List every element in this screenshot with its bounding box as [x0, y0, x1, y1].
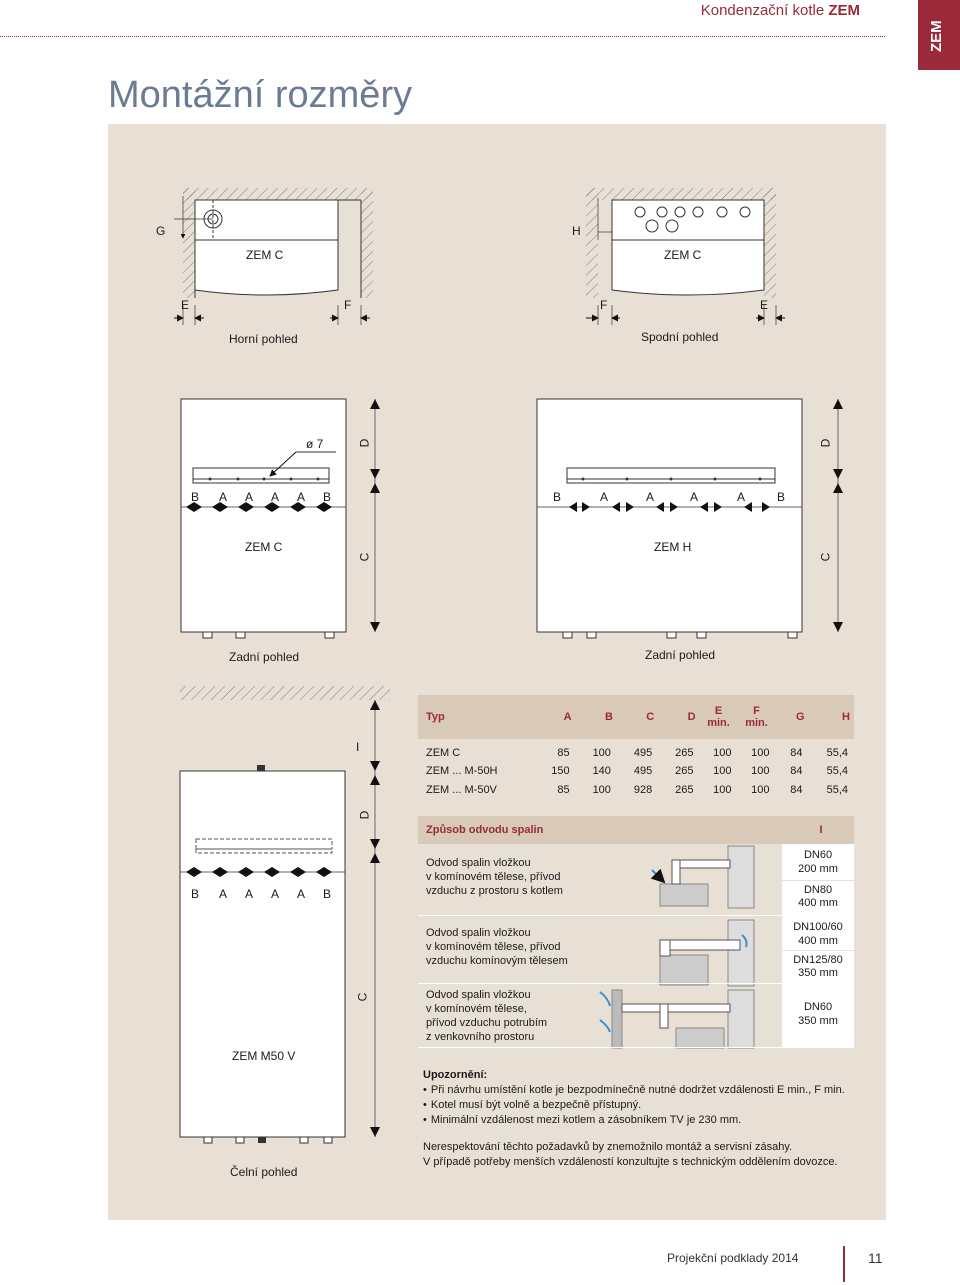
dim-label-e-bottom: E — [760, 298, 769, 312]
list-item: • Minimální vzdálenost mezi kotlem a zásobníkem TV je 230 mm. — [423, 1113, 845, 1128]
dim-label-h: H — [572, 224, 581, 238]
caption-top-view: Horní pohled — [229, 332, 298, 346]
dim-label-d-rear1: D — [357, 438, 372, 448]
unit-label-front: ZEM M50 V — [232, 1049, 296, 1063]
dim-label-d-rear2: D — [818, 438, 833, 448]
dim-label-a12: A — [297, 887, 306, 901]
notice-block — [423, 1068, 845, 1128]
dim-label-a10: A — [245, 887, 254, 901]
footer-text: Projekční podklady 2014 — [667, 1251, 799, 1265]
unit-label-bottom: ZEM C — [664, 248, 702, 262]
dim-label-g: G — [156, 224, 166, 238]
rear-view-right-drawing — [537, 399, 843, 638]
col-f-min: F min. — [738, 695, 776, 739]
dim-label-b5: B — [191, 887, 200, 901]
dim-label-b1: B — [191, 490, 200, 504]
flue-row-3-values: DN60 350 mm — [782, 984, 854, 1047]
page-title: Montážní rozměry — [108, 74, 413, 116]
flue-row-1-values: DN60 200 mm DN80 400 mm — [782, 844, 854, 915]
col-c: C — [617, 695, 658, 739]
dimension-table — [418, 695, 854, 799]
dimension-table-header — [418, 695, 854, 739]
footer-rule — [843, 1246, 845, 1282]
dim-label-f-top: F — [344, 298, 352, 312]
rear-view-left-drawing — [181, 399, 380, 638]
dim-label-i: I — [356, 740, 360, 754]
col-g: G — [776, 695, 809, 739]
dim-label-b6: B — [323, 887, 332, 901]
flue-row-3-desc: Odvod spalin vložkou v komínovém tělese, přívod vzduchu potrubím z venkovního prostoru — [426, 989, 548, 1043]
dim-label-a9: A — [219, 887, 228, 901]
dim-label-a7: A — [690, 490, 699, 504]
dim-label-a5: A — [600, 490, 609, 504]
dim-label-b4: B — [777, 490, 786, 504]
flue-row-1-desc: Odvod spalin vložkou v komínovém tělese, přívod vzduchu z prostoru s kotlem — [426, 857, 563, 897]
flue-table-header — [418, 816, 854, 844]
dim-label-d-front: D — [357, 810, 372, 820]
dim-label-c-rear1: C — [357, 552, 372, 562]
side-tab: ZEM — [918, 0, 960, 70]
dim-label-c-rear2: C — [818, 552, 833, 562]
col-a: A — [534, 695, 575, 739]
list-item: • Při návrhu umístění kotle je bezpodmínečně nutné dodržet vzdálenosti E min., F min. — [423, 1083, 845, 1098]
unit-label-rear2: ZEM H — [654, 540, 692, 554]
front-view-drawing — [180, 686, 390, 1143]
header-title: Kondenzační kotle ZEM — [700, 2, 860, 19]
flue-row-2 — [418, 916, 854, 984]
table-row: ZEM ... M-50H 150 140 495 265 100 100 84 55,4 — [426, 764, 848, 777]
flue-row-2-desc: Odvod spalin vložkou v komínovém tělese, přívod vzduchu komínovým tělesem — [426, 927, 568, 967]
caption-front-view: Čelní pohled — [230, 1165, 298, 1179]
dim-label-a2: A — [245, 490, 254, 504]
dim-label-f-bottom: F — [600, 298, 608, 312]
page-number: 11 — [868, 1250, 883, 1266]
col-e-min: E min. — [700, 695, 738, 739]
flue-row-2-values: DN100/60 400 mm DN125/80 350 mm — [782, 916, 854, 983]
dim-label-c-front: C — [355, 992, 370, 1002]
dim-label-a8: A — [737, 490, 746, 504]
hole-diameter-label: ø 7 — [306, 437, 324, 451]
caption-bottom-view: Spodní pohled — [641, 330, 719, 344]
warning-note: Nerespektování těchto požadavků by znemožnilo montáž a servisní zásahy. V případě potřeby menších vzdáleností konzultujte s technickým oddělením dovozce. — [423, 1141, 838, 1168]
dim-label-b2: B — [323, 490, 332, 504]
col-h: H — [809, 695, 855, 739]
dim-label-a1: A — [219, 490, 228, 504]
caption-rear-view-1: Zadní pohled — [229, 650, 300, 664]
flue-header-label: Způsob odvodu spalin — [426, 824, 544, 836]
table-row: ZEM C 85 100 495 265 100 100 84 55,4 — [426, 747, 848, 759]
unit-label-top: ZEM C — [246, 248, 284, 262]
dim-label-b3: B — [553, 490, 562, 504]
flue-header-i: I — [819, 824, 823, 836]
flue-method-table — [418, 816, 854, 1048]
col-typ: Typ — [418, 695, 534, 739]
dim-label-a3: A — [271, 490, 280, 504]
dim-label-e-top: E — [181, 298, 190, 312]
notice-title: Upozornění: — [423, 1069, 488, 1081]
list-item: • Kotel musí být volně a bezpečně přístupný. — [423, 1098, 845, 1113]
col-d: D — [658, 695, 699, 739]
flue-row-1 — [418, 844, 854, 916]
table-row: ZEM ... M-50V 85 100 928 265 100 100 84 55,4 — [426, 783, 848, 796]
caption-rear-view-2: Zadní pohled — [645, 648, 716, 662]
dim-label-a11: A — [271, 887, 280, 901]
notice-list — [423, 1083, 845, 1128]
flue-row-3 — [418, 984, 854, 1048]
dim-label-a6: A — [646, 490, 655, 504]
unit-label-rear1: ZEM C — [245, 540, 283, 554]
dim-label-a4: A — [297, 490, 306, 504]
col-b: B — [576, 695, 617, 739]
